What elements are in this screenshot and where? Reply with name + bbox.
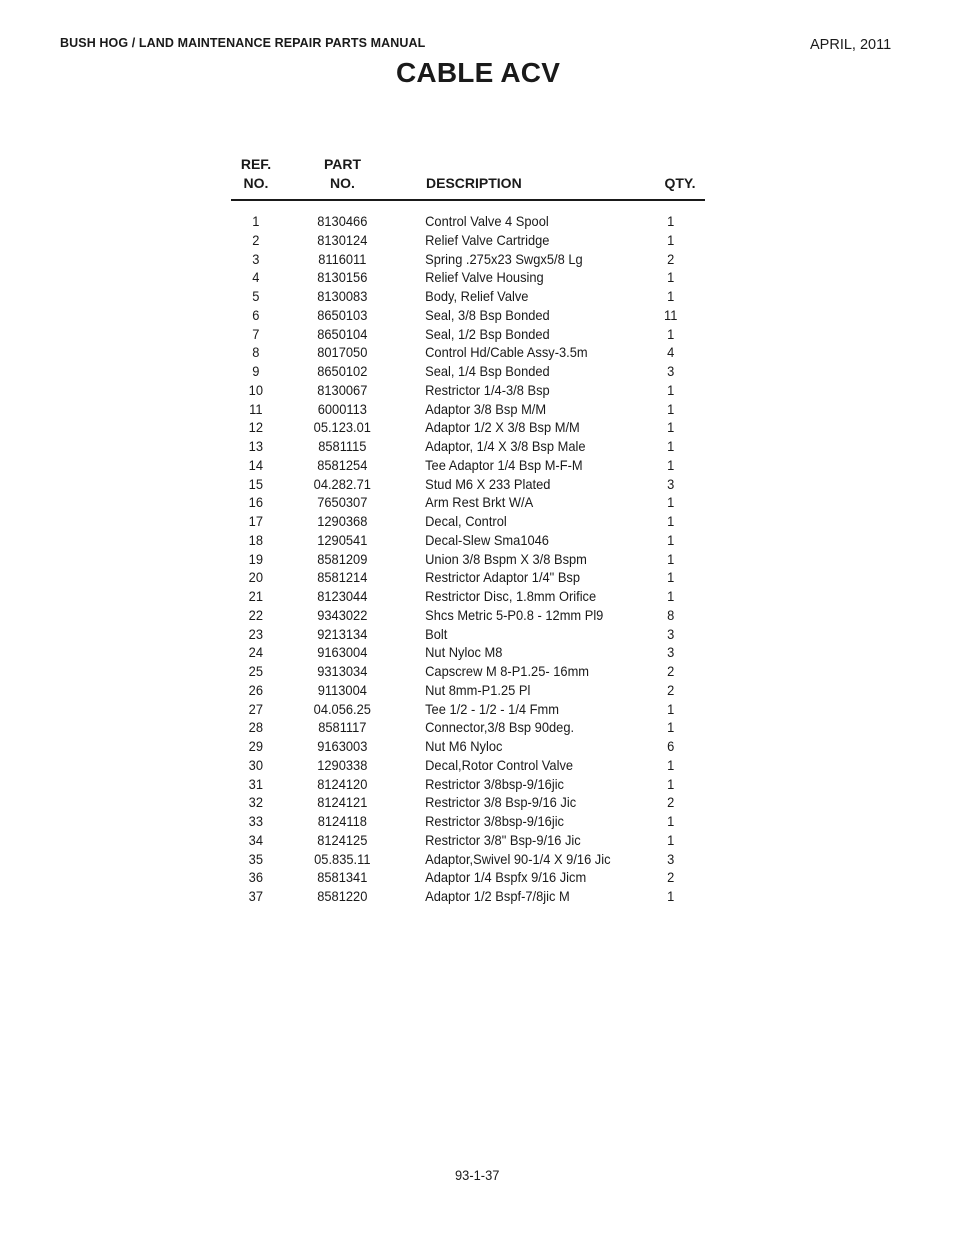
ref-cell: 30 bbox=[248, 756, 263, 773]
table-row bbox=[231, 681, 675, 700]
ref-cell: 32 bbox=[248, 794, 263, 811]
qty-cell: 2 bbox=[667, 681, 675, 698]
qty-cell: 1 bbox=[667, 513, 675, 529]
table-row bbox=[231, 831, 675, 850]
description-cell: Nut Nyloc M8 bbox=[425, 644, 503, 661]
part-number-cell: 1290338 bbox=[317, 756, 368, 773]
publication-date: APRIL, 2011 bbox=[810, 37, 892, 53]
description-cell: Restrictor 3/8bsp-9/16jic bbox=[425, 775, 564, 792]
part-number-cell: 8650104 bbox=[317, 325, 368, 342]
ref-header-line1: REF. bbox=[240, 156, 272, 172]
description-cell: Nut 8mm-P1.25 Pl bbox=[425, 681, 531, 698]
ref-cell: 33 bbox=[248, 813, 263, 829]
description-cell: Control Valve 4 Spool bbox=[425, 213, 549, 229]
table-row bbox=[231, 812, 675, 831]
part-number-cell: 8650103 bbox=[317, 306, 368, 323]
table-row bbox=[231, 512, 675, 531]
part-number-cell: 9163003 bbox=[317, 738, 368, 754]
table-row bbox=[231, 756, 675, 775]
description-cell: Seal, 3/8 Bsp Bonded bbox=[425, 306, 550, 323]
part-number-cell: 8581209 bbox=[317, 550, 368, 567]
part-number-cell: 8124120 bbox=[317, 775, 368, 792]
table-row bbox=[231, 475, 675, 494]
table-row bbox=[231, 718, 675, 737]
part-number-cell: 9313034 bbox=[317, 663, 368, 679]
part-number-cell: 1290368 bbox=[317, 513, 368, 529]
table-row bbox=[231, 268, 675, 287]
qty-cell: 1 bbox=[667, 531, 675, 548]
table-row bbox=[231, 643, 675, 662]
description-cell: Spring .275x23 Swgx5/8 Lg bbox=[425, 250, 583, 267]
ref-cell: 14 bbox=[248, 456, 263, 473]
part-number-cell: 8581214 bbox=[317, 569, 368, 586]
part-number-cell: 8581220 bbox=[317, 888, 368, 904]
description-cell: Restrictor Adaptor 1/4" Bsp bbox=[425, 569, 581, 586]
description-cell: Adaptor,Swivel 90-1/4 X 9/16 Jic bbox=[425, 850, 611, 867]
table-row bbox=[231, 493, 675, 512]
ref-cell: 13 bbox=[248, 438, 263, 454]
description-cell: Tee Adaptor 1/4 Bsp M-F-M bbox=[425, 456, 583, 473]
ref-cell: 23 bbox=[248, 625, 263, 642]
ref-cell: 1 bbox=[252, 213, 260, 229]
ref-cell: 7 bbox=[252, 325, 260, 342]
table-row bbox=[231, 306, 678, 325]
part-number-cell: 9343022 bbox=[317, 606, 368, 623]
qty-cell: 3 bbox=[667, 850, 675, 867]
qty-cell: 1 bbox=[667, 494, 675, 511]
qty-cell: 2 bbox=[667, 869, 675, 886]
qty-header: QTY. bbox=[664, 175, 696, 191]
table-row bbox=[231, 868, 675, 887]
part-number-cell: 8124125 bbox=[317, 831, 368, 848]
part-header-line1: PART bbox=[323, 156, 362, 172]
part-number-cell: 9163004 bbox=[317, 644, 368, 661]
description-cell: Bolt bbox=[425, 625, 448, 642]
ref-cell: 34 bbox=[248, 831, 263, 848]
ref-cell: 8 bbox=[252, 344, 260, 361]
qty-cell: 3 bbox=[667, 644, 675, 661]
ref-cell: 27 bbox=[248, 700, 263, 717]
ref-cell: 22 bbox=[248, 606, 263, 623]
table-row bbox=[231, 775, 675, 794]
qty-cell: 1 bbox=[667, 438, 675, 454]
ref-cell: 12 bbox=[248, 419, 263, 436]
part-number-cell: 8124121 bbox=[317, 794, 368, 811]
table-body bbox=[231, 212, 705, 906]
table-row bbox=[231, 531, 675, 550]
ref-cell: 24 bbox=[248, 644, 263, 661]
part-number-cell: 8581115 bbox=[318, 438, 367, 454]
description-header: DESCRIPTION bbox=[426, 175, 522, 191]
ref-cell: 5 bbox=[252, 288, 260, 304]
ref-cell: 25 bbox=[248, 663, 263, 679]
part-number-cell: 8124118 bbox=[317, 813, 367, 829]
ref-cell: 11 bbox=[249, 400, 263, 417]
description-cell: Restrictor 3/8" Bsp-9/16 Jic bbox=[425, 831, 581, 848]
qty-cell: 2 bbox=[667, 663, 675, 679]
table-row bbox=[231, 606, 675, 625]
table-row bbox=[231, 550, 675, 569]
ref-cell: 9 bbox=[252, 363, 260, 379]
part-number-cell: 8130083 bbox=[317, 288, 368, 304]
ref-cell: 29 bbox=[248, 738, 263, 754]
part-number-cell: 8581254 bbox=[317, 456, 368, 473]
description-cell: Stud M6 X 233 Plated bbox=[425, 475, 551, 492]
table-row bbox=[231, 381, 675, 400]
part-number-cell: 04.282.71 bbox=[313, 475, 371, 492]
part-number-cell: 9213134 bbox=[317, 625, 368, 642]
qty-cell: 1 bbox=[667, 419, 675, 436]
ref-cell: 31 bbox=[248, 775, 263, 792]
ref-cell: 4 bbox=[252, 269, 260, 286]
ref-header-line2: NO. bbox=[243, 175, 269, 191]
table-row bbox=[231, 887, 675, 906]
description-cell: Restrictor 1/4-3/8 Bsp bbox=[425, 381, 550, 398]
table-row bbox=[231, 793, 675, 812]
table-row bbox=[231, 418, 675, 437]
description-cell: Relief Valve Cartridge bbox=[425, 231, 550, 248]
qty-cell: 1 bbox=[667, 700, 675, 717]
description-cell: Restrictor 3/8 Bsp-9/16 Jic bbox=[425, 794, 577, 811]
qty-cell: 1 bbox=[667, 269, 675, 286]
description-cell: Arm Rest Brkt W/A bbox=[425, 494, 534, 511]
ref-cell: 16 bbox=[248, 494, 263, 511]
description-cell: Relief Valve Housing bbox=[425, 269, 544, 286]
part-number-cell: 05.123.01 bbox=[313, 419, 371, 436]
part-number-cell: 8123044 bbox=[317, 588, 368, 604]
part-header-line2: NO. bbox=[330, 175, 355, 191]
table-row bbox=[231, 250, 675, 269]
table-row bbox=[231, 662, 675, 681]
table-row bbox=[231, 568, 675, 587]
description-cell: Adaptor 3/8 Bsp M/M bbox=[425, 400, 547, 417]
description-cell: Union 3/8 Bspm X 3/8 Bspm bbox=[425, 550, 587, 567]
qty-cell: 3 bbox=[667, 363, 675, 379]
ref-cell: 26 bbox=[248, 681, 263, 698]
table-header bbox=[231, 155, 705, 200]
ref-cell: 28 bbox=[248, 719, 263, 736]
qty-cell: 2 bbox=[667, 250, 675, 267]
part-number-cell: 8130156 bbox=[317, 269, 368, 286]
qty-cell: 1 bbox=[667, 756, 675, 773]
description-cell: Decal-Slew Sma1046 bbox=[425, 531, 549, 548]
part-number-cell: 8650102 bbox=[317, 363, 368, 379]
part-number-cell: 9113004 bbox=[317, 681, 367, 698]
table-row bbox=[231, 343, 675, 362]
description-cell: Tee 1/2 - 1/2 - 1/4 Fmm bbox=[425, 700, 559, 717]
qty-cell: 3 bbox=[667, 475, 675, 492]
description-cell: Shcs Metric 5-P0.8 - 12mm Pl9 bbox=[425, 606, 604, 623]
qty-cell: 2 bbox=[667, 794, 675, 811]
description-cell: Restrictor Disc, 1.8mm Orifice bbox=[425, 588, 597, 604]
qty-cell: 8 bbox=[667, 606, 675, 623]
ref-cell: 21 bbox=[248, 588, 263, 604]
table-row bbox=[231, 212, 675, 231]
qty-cell: 1 bbox=[667, 213, 675, 229]
part-number-cell: 8130067 bbox=[317, 381, 368, 398]
ref-cell: 2 bbox=[252, 231, 260, 248]
ref-cell: 20 bbox=[248, 569, 263, 586]
qty-cell: 1 bbox=[667, 231, 675, 248]
table-row bbox=[231, 737, 675, 756]
table-row bbox=[231, 287, 675, 306]
qty-cell: 6 bbox=[667, 738, 675, 754]
qty-cell: 1 bbox=[667, 400, 675, 417]
description-cell: Decal, Control bbox=[425, 513, 507, 529]
part-number-cell: 8130466 bbox=[317, 213, 368, 229]
qty-cell: 1 bbox=[667, 719, 675, 736]
qty-cell: 4 bbox=[667, 344, 675, 361]
ref-cell: 18 bbox=[248, 531, 263, 548]
qty-cell: 1 bbox=[667, 775, 675, 792]
qty-cell: 1 bbox=[667, 325, 675, 342]
part-number-cell: 8017050 bbox=[317, 344, 368, 361]
part-number-cell: 6000113 bbox=[317, 400, 367, 417]
qty-cell: 1 bbox=[667, 550, 675, 567]
ref-cell: 10 bbox=[248, 381, 263, 398]
qty-cell: 1 bbox=[667, 813, 675, 829]
table-row bbox=[231, 400, 675, 419]
parts-table bbox=[231, 155, 705, 904]
description-cell: Adaptor 1/4 Bspfx 9/16 Jicm bbox=[425, 869, 587, 886]
table-row bbox=[231, 456, 675, 475]
qty-cell: 1 bbox=[667, 831, 675, 848]
table-row bbox=[231, 587, 675, 606]
manual-title: BUSH HOG / LAND MAINTENANCE REPAIR PARTS MANUAL bbox=[60, 36, 426, 50]
description-cell: Capscrew M 8-P1.25- 16mm bbox=[425, 663, 590, 679]
qty-cell: 3 bbox=[667, 625, 675, 642]
description-cell: Decal,Rotor Control Valve bbox=[425, 756, 574, 773]
description-cell: Seal, 1/2 Bsp Bonded bbox=[425, 325, 550, 342]
ref-cell: 19 bbox=[248, 550, 263, 567]
qty-cell: 1 bbox=[667, 288, 675, 304]
ref-cell: 35 bbox=[248, 850, 263, 867]
page-title: CABLE ACV bbox=[396, 57, 561, 88]
ref-cell: 37 bbox=[248, 888, 263, 904]
table-row bbox=[231, 231, 675, 250]
description-cell: Seal, 1/4 Bsp Bonded bbox=[425, 363, 550, 379]
ref-cell: 6 bbox=[252, 306, 260, 323]
ref-cell: 36 bbox=[248, 869, 263, 886]
qty-cell: 1 bbox=[667, 381, 675, 398]
part-number-cell: 8116011 bbox=[318, 250, 367, 267]
part-number-cell: 8130124 bbox=[317, 231, 368, 248]
part-number-cell: 7650307 bbox=[317, 494, 368, 511]
ref-cell: 17 bbox=[248, 513, 263, 529]
table-row bbox=[231, 625, 675, 644]
table-row bbox=[231, 325, 675, 344]
part-number-cell: 05.835.11 bbox=[314, 850, 371, 867]
header-divider bbox=[231, 199, 705, 201]
qty-cell: 1 bbox=[667, 588, 675, 604]
part-number-cell: 8581117 bbox=[318, 719, 367, 736]
qty-cell: 1 bbox=[667, 569, 675, 586]
ref-cell: 15 bbox=[248, 475, 263, 492]
description-cell: Adaptor, 1/4 X 3/8 Bsp Male bbox=[425, 438, 586, 454]
part-number-cell: 1290541 bbox=[317, 531, 368, 548]
description-cell: Adaptor 1/2 X 3/8 Bsp M/M bbox=[425, 419, 580, 436]
qty-cell: 11 bbox=[664, 306, 678, 323]
table-row bbox=[231, 362, 675, 381]
table-row bbox=[231, 437, 675, 456]
description-cell: Adaptor 1/2 Bspf-7/8jic M bbox=[425, 888, 570, 904]
table-row bbox=[231, 700, 675, 719]
description-cell: Body, Relief Valve bbox=[425, 288, 529, 304]
qty-cell: 1 bbox=[667, 888, 675, 904]
description-cell: Nut M6 Nyloc bbox=[425, 738, 503, 754]
description-cell: Control Hd/Cable Assy-3.5m bbox=[425, 344, 588, 361]
table-row bbox=[231, 850, 675, 869]
part-number-cell: 04.056.25 bbox=[313, 700, 371, 717]
ref-cell: 3 bbox=[252, 250, 260, 267]
part-number-cell: 8581341 bbox=[317, 869, 368, 886]
page-number: 93-1-37 bbox=[455, 1167, 500, 1183]
description-cell: Connector,3/8 Bsp 90deg. bbox=[425, 719, 575, 736]
description-cell: Restrictor 3/8bsp-9/16jic bbox=[425, 813, 564, 829]
qty-cell: 1 bbox=[667, 456, 675, 473]
